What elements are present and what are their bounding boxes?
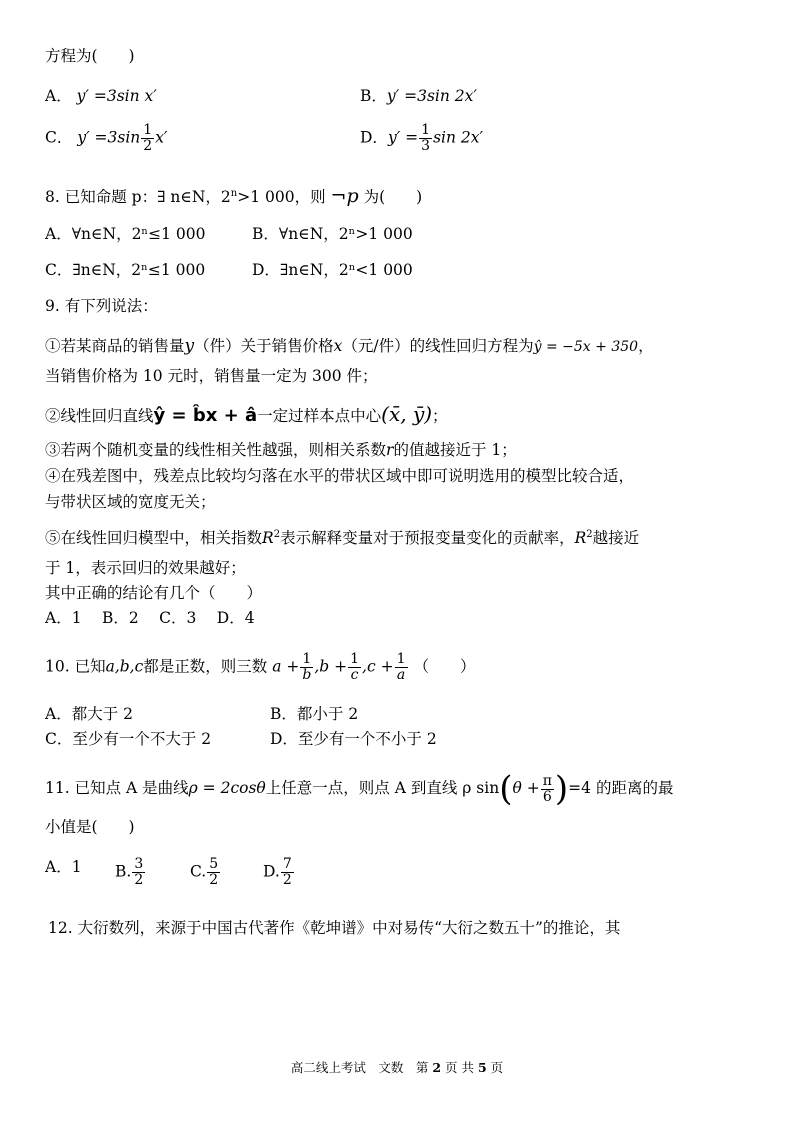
q9-stem: 9. 有下列说法： [45, 297, 158, 315]
q7-stem-tail: 方程为( ) [45, 47, 135, 65]
q9-question: 其中正确的结论有几个（ ） [45, 584, 263, 602]
q11-option-c: C. $\frac{5}{2}$ [190, 856, 219, 888]
q8-option-b: B．∀n∈N，2ⁿ>1 000 [252, 225, 413, 243]
q11-option-b: B. $\frac{3}{2}$ [115, 856, 144, 888]
q10-options-ab [45, 704, 359, 724]
q8-stem: 8. 已知命题 p：∃ n∈N，$2^n>1$ 000，则 ¬p 为( ) [45, 185, 423, 207]
q11-options [45, 856, 292, 888]
q8-options-ab [45, 224, 413, 244]
q8-options-cd [45, 260, 413, 280]
q8-option-c: C．∃n∈N，2ⁿ≤1 000 [45, 261, 206, 279]
q9-statement-1: ①若某商品的销售量y（件）关于销售价格x（元/件）的线性回归方程为ŷ = −5x + 350， [45, 336, 654, 356]
q7-option-b: B．y′ =3sin 2x′ [360, 87, 477, 105]
regression-equation-1: ŷ = −5x + 350 [533, 339, 639, 355]
q10-option-a: A．都大于 2 [45, 705, 133, 723]
q10-option-c: C．至少有一个不大于 2 [45, 730, 212, 748]
q9-statement-1-line2: 当销售价格为 10 元时，销售量一定为 300 件； [45, 367, 378, 385]
q11-option-d: D. $\frac{7}{2}$ [263, 856, 292, 888]
q8-option-d: D．∃n∈N，2ⁿ<1 000 [252, 261, 413, 279]
negation-symbol: ¬p [330, 185, 359, 207]
page-number: 2 [432, 1060, 442, 1075]
q11-stem: 11. 已知点 A 是曲线ρ = 2cosθ上任意一点，则点 A 到直线 ρ sin(θ + $\frac{\pi}{6}$ )=4 的距离的最 [45, 769, 674, 809]
q9-statement-5-line2: 于 1，表示回归的效果越好； [45, 559, 246, 577]
q11-option-a: A．1 [45, 858, 82, 876]
regression-equation-2: ŷ = b̂x + â [153, 405, 258, 426]
q9-statement-3: ③若两个随机变量的线性相关性越强，则相关系数r的值越接近于 1； [45, 441, 517, 459]
q9-statement-4-line2: 与带状区域的宽度无关； [45, 493, 216, 511]
q11-stem-line2: 小值是( ) [45, 818, 135, 836]
q9-options: A．1 B．2 C．3 D．4 [45, 609, 255, 627]
q9-statement-5: ⑤在线性回归模型中，相关指数$R^2$表示解释变量对于预报变量变化的贡献率，$R^2$越接近 [45, 529, 640, 547]
q9-statement-4: ④在残差图中，残差点比较均匀落在水平的带状区域中即可说明选用的模型比较合适， [45, 467, 635, 485]
q7-option-a: A． y′ =3sin x′ B．y′ =3sin 2x′ [45, 87, 477, 105]
q8-option-a: A．∀n∈N，2ⁿ≤1 000 [45, 225, 206, 243]
q10-option-b: B．都小于 2 [270, 705, 359, 723]
q10-stem: 10. 已知a,b,c都是正数，则三数 a + $\frac{1}{b}$ ,b + $\frac{1}{c}$ ,c + $\frac{1}{a}$ （ ） [45, 651, 476, 683]
page-total: 5 [477, 1060, 487, 1075]
q10-options-cd [45, 729, 437, 749]
page-footer: 高二线上考试 文数 第 2 页 共 5 页 [290, 1060, 504, 1075]
polar-curve: ρ = 2cosθ [188, 779, 266, 797]
q10-option-d: D．至少有一个不小于 2 [270, 730, 437, 748]
q7-option-c: C． y′ =3sin $\frac{1}{2}$ x′ D．y′ = $\frac{1}{3}$ sin 2x′ [45, 122, 484, 154]
q12-stem: 12. 大衍数列，来源于中国古代著作《乾坤谱》中对易传“大衍之数五十”的推论，其 [48, 919, 621, 937]
q7-option-d: D．y′ = $\frac{1}{3}$ sin 2x′ [360, 122, 484, 154]
q9-statement-2: ②线性回归直线ŷ = b̂x + â一定过样本点中心(x̄, ȳ)； [45, 402, 448, 426]
